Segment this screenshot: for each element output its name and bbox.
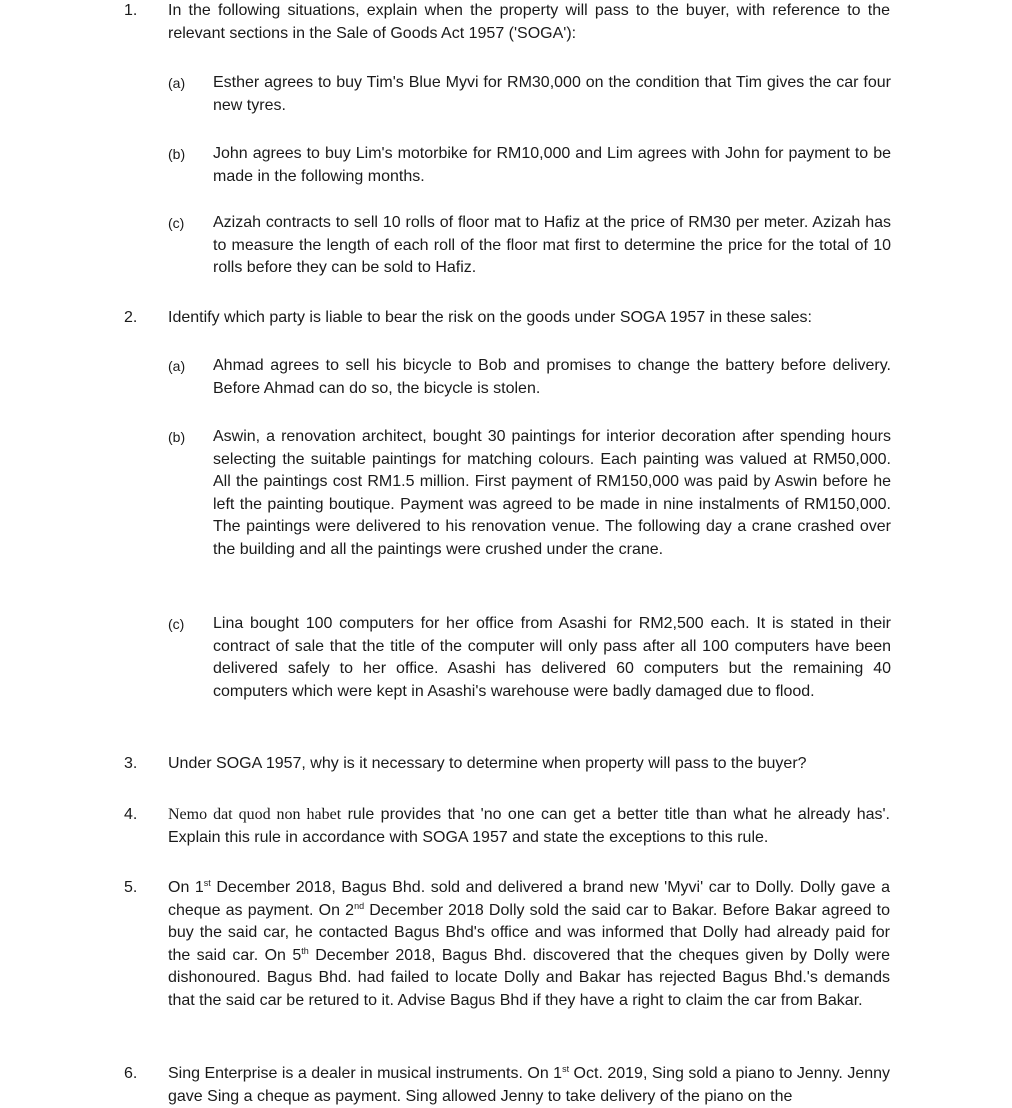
question-text: Identify which party is liable to bear the risk on the goods under SOGA 1957 in these sales: xyxy=(168,309,812,326)
question-number: 5. xyxy=(124,879,138,896)
question-text: In the following situations, explain when the property will pass to the buyer, with reference to the relevant sections in the Sale of Goods Act 1957 ('SOGA'): xyxy=(168,2,890,42)
question-text: Under SOGA 1957, why is it necessary to determine when property will pass to the buyer? xyxy=(168,755,807,772)
subquestion-label: (c) xyxy=(168,215,185,231)
subquestion-label: (a) xyxy=(168,358,186,374)
ordinal-suffix: th xyxy=(301,945,309,956)
text-part: December 2018 Dolly sold the said car to Bakar. Before Bakar agreed to buy the said car, he contacted Bagus Bhd's office and was informed that Dolly had already paid for the said car. On 5 xyxy=(168,901,890,964)
subquestion-label: (a) xyxy=(168,75,186,91)
subquestion-label: (b) xyxy=(168,146,186,162)
question-number: 3. xyxy=(124,755,138,772)
subquestion-label: (c) xyxy=(168,616,185,632)
ordinal-suffix: nd xyxy=(354,900,365,911)
question-number: 2. xyxy=(124,309,138,326)
question-text xyxy=(168,804,890,849)
subquestion-text: John agrees to buy Lim's motorbike for RM10,000 and Lim agrees with John for payment to be made in the following months. xyxy=(213,145,891,185)
text-part: On 1 xyxy=(168,879,204,896)
subquestion-text: Esther agrees to buy Tim's Blue Myvi for RM30,000 on the condition that Tim gives the car four new tyres. xyxy=(213,74,891,114)
question-number: 1. xyxy=(124,2,138,19)
text-part: Sing Enterprise is a dealer in musical instruments. On 1 xyxy=(168,1065,563,1082)
latin-phrase: Nemo dat quod non habet xyxy=(168,806,342,823)
text-part: December 2018, Bagus Bhd. sold and delivered a brand new 'Myvi' car to Dolly. Dolly gave a cheque as payment. On 2 xyxy=(168,879,890,919)
question-text-rest: rule provides that 'no one can get a better title than what he already has'. Explain this rule in accordance with SOGA 1957 and state the exceptions to this rule. xyxy=(168,806,891,846)
question-number: 6. xyxy=(124,1065,138,1082)
question-number: 4. xyxy=(124,806,138,823)
subquestion-text: Ahmad agrees to sell his bicycle to Bob and promises to change the battery before delivery. Before Ahmad can do so, the bicycle is stolen. xyxy=(213,357,891,397)
ordinal-suffix: st xyxy=(562,1064,570,1074)
subquestion-text: Azizah contracts to sell 10 rolls of floor mat to Hafiz at the price of RM30 per meter. Azizah has to measure the length of each roll of the floor mat first to determine the price for the total of 10 rolls before they can be sold to Hafiz. xyxy=(213,214,891,276)
question-text xyxy=(168,877,890,1012)
ordinal-suffix: st xyxy=(203,878,211,888)
text-part: December 2018, Bagus Bhd. discovered that the cheques given by Dolly were dishonoured. Bagus Bhd. had failed to locate Dolly and Bakar has rejected Bagus Bhd.'s demands that the said car be retured to it. Advise Bagus Bhd if they have a right to claim the car from Bakar. xyxy=(168,946,891,1009)
question-text xyxy=(168,1063,890,1108)
subquestion-text: Lina bought 100 computers for her office from Asashi for RM2,500 each. It is stated in their contract of sale that the title of the computer will only pass after all 100 computers have been delivered safely to her office. Asashi has delivered 60 computers but the remaining 40 computers which were kept in Asashi's warehouse were badly damaged due to flood. xyxy=(213,615,891,700)
subquestion-label: (b) xyxy=(168,429,186,445)
text-part: Oct. 2019, Sing sold a piano to Jenny. Jenny gave Sing a cheque as payment. Sing allowed Jenny to take delivery of the piano on the xyxy=(168,1065,891,1105)
subquestion-text: Aswin, a renovation architect, bought 30 paintings for interior decoration after spending hours selecting the suitable paintings for matching colours. Each painting was valued at RM50,000. All the paintings cost RM1.5 million. First payment of RM150,000 was paid by Aswin before he left the painting boutique. Payment was agreed to be made in nine instalments of RM150,000. The paintings were delivered to his renovation venue. The following day a crane crashed over the building and all the paintings were crushed under the crane. xyxy=(213,428,891,558)
